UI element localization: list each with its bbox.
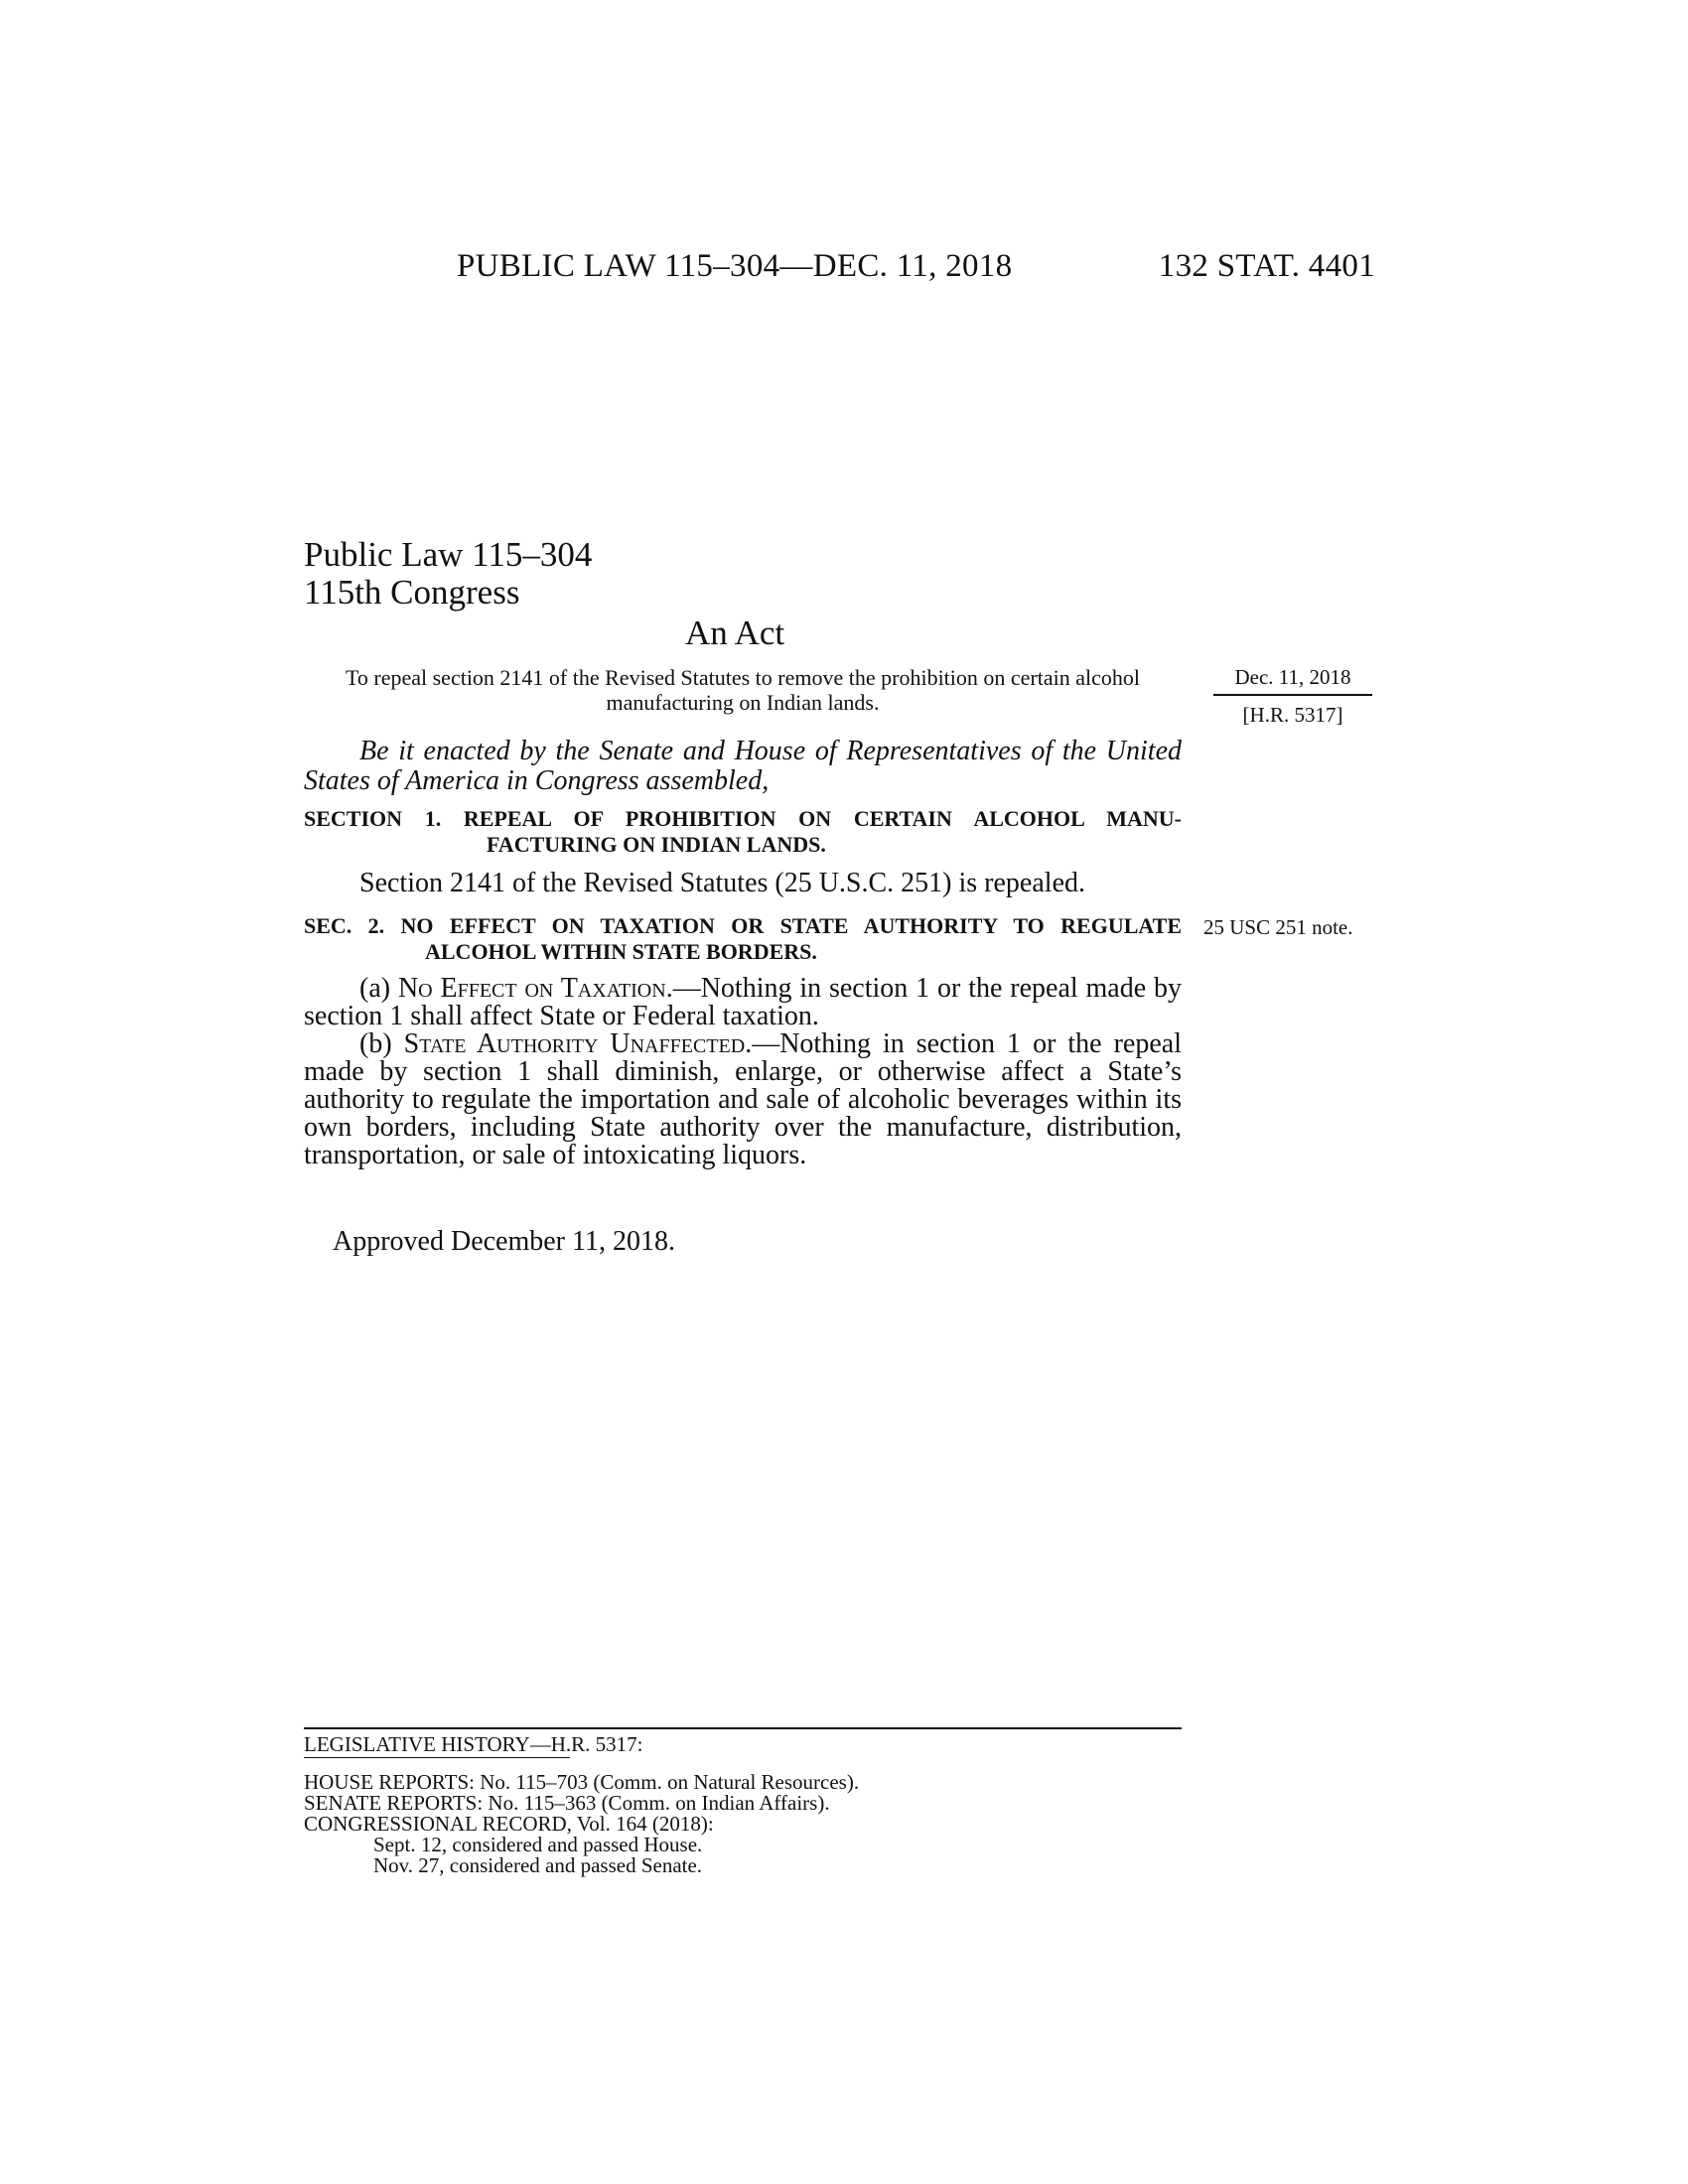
margin-date: Dec. 11, 2018 <box>1213 665 1372 696</box>
statute-page-number: 132 STAT. 4401 <box>1158 248 1375 284</box>
subsection-b-caption: State Authority Unaffected <box>403 1028 746 1059</box>
an-act-heading: An Act <box>685 614 785 652</box>
record-entry-house: Sept. 12, considered and passed House. <box>373 1833 703 1856</box>
record-entry-senate: Nov. 27, considered and passed Senate. <box>373 1853 703 1877</box>
public-law-title: Public Law 115–304 <box>304 535 593 574</box>
senate-reports: SENATE REPORTS: No. 115–363 (Comm. on Indian Affairs). <box>304 1791 830 1815</box>
footer-divider <box>304 1727 1182 1729</box>
section-1-body: Section 2141 of the Revised Statutes (25 U.S.C. 251) is repealed. <box>359 868 1085 898</box>
subsection-b <box>304 1030 1182 1169</box>
section-2-heading-continued: ALCOHOL WITHIN STATE BORDERS. <box>425 939 817 964</box>
section-1-heading: SECTION 1. REPEAL OF PROHIBITION ON CERTAIN ALCOHOL MANU- <box>304 806 1182 831</box>
subsection-b-prefix: (b) <box>359 1028 404 1059</box>
running-head: PUBLIC LAW 115–304—DEC. 11, 2018 <box>457 248 1013 284</box>
subsection-b-text: .—Nothing in section 1 or the repeal made by section 1 shall diminish, enlarge, or otherwise affect a State’s authority to regulate the importation and sale of alcoholic beverages within its own borders, including State authority over the manufacture, distribution, transportation, or sale of intoxicating liquors. <box>304 1028 1182 1170</box>
subsection-a-text: .—Nothing in section 1 or the repeal made by section 1 shall affect State or Federal taxation. <box>304 973 1183 1031</box>
enacting-clause: Be it enacted by the Senate and House of Representatives of the United States of America in Congress assembled, <box>304 736 1182 796</box>
house-reports: HOUSE REPORTS: No. 115–703 (Comm. on Natural Resources). <box>304 1770 860 1794</box>
subsection-a <box>304 975 1182 1030</box>
section-1-heading-continued: FACTURING ON INDIAN LANDS. <box>487 832 826 857</box>
legislative-history-heading: LEGISLATIVE HISTORY—H.R. 5317: <box>304 1732 643 1756</box>
margin-usc-note: 25 USC 251 note. <box>1203 915 1353 939</box>
congress-number: 115th Congress <box>304 573 520 612</box>
congressional-record: CONGRESSIONAL RECORD, Vol. 164 (2018): <box>304 1812 714 1836</box>
margin-bill-number: [H.R. 5317] <box>1242 703 1343 727</box>
act-purpose: To repeal section 2141 of the Revised Statutes to remove the prohibition on certain alcohol manufacturing on Indian lands. <box>345 665 1141 715</box>
subsection-a-prefix: (a) <box>359 973 398 1004</box>
section-2-heading: SEC. 2. NO EFFECT ON TAXATION OR STATE AUTHORITY TO REGULATE <box>304 913 1182 938</box>
approval-date: Approved December 11, 2018. <box>333 1226 675 1257</box>
legislative-history-underline <box>304 1757 570 1758</box>
subsection-a-caption: No Effect on Taxation <box>397 973 666 1004</box>
